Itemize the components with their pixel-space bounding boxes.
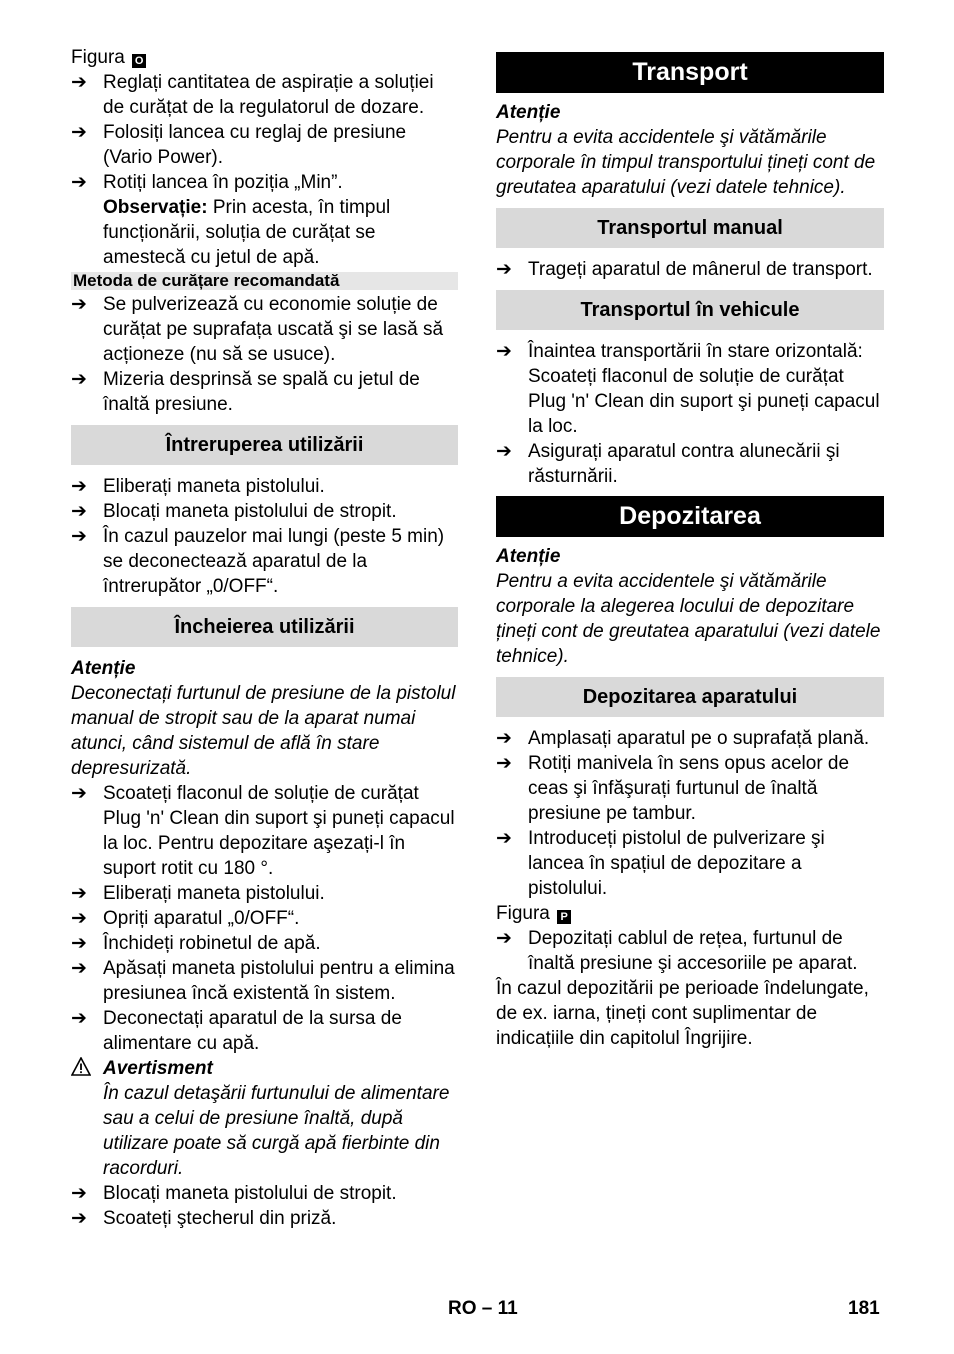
arrow-right-icon: ➔ [71,369,87,390]
section-heading-transport: Transport [496,52,884,93]
section-heading-transport-manual: Transportul manual [496,208,884,248]
list-item: ➔ Depozitați cablul de rețea, furtunul de înaltă presiune şi accesoriile pe aparat. [496,928,858,974]
list-item: ➔ Scoateți ştecherul din priză. [71,1208,337,1229]
figure-letter-p: P [557,910,571,924]
list-item: ➔ Introduceți pistolul de pulverizare şi lancea în spațiul de depozitare a pistolului. [496,828,825,899]
arrow-right-icon: ➔ [71,72,87,93]
list-item: ➔ Blocați maneta pistolului de stropit. [71,501,397,522]
list-item: ➔ Blocați maneta pistolului de stropit. [71,1183,397,1204]
attention-label: Atenție [496,546,561,567]
arrow-right-icon: ➔ [496,753,512,774]
attention-text: Pentru a evita accidentele şi vătămările corporale la alegerea locului de depozitare țineți cont de greutatea aparatului (vezi datele tehnice). [496,571,881,667]
list-item: ➔ Amplasați aparatul pe o suprafață plană. [496,728,870,749]
left-column [71,45,458,1231]
arrow-right-icon: ➔ [496,828,512,849]
note-label: Observație: [103,197,208,218]
list-item: ➔ Apăsați maneta pistolului pentru a elimina presiunea încă existentă în sistem. [71,958,455,1004]
arrow-right-icon: ➔ [71,526,87,547]
arrow-right-icon: ➔ [71,294,87,315]
section-heading-incheierea: Încheierea utilizării [71,607,458,647]
closing-paragraph: În cazul depozitării pe perioade îndelungate, de ex. iarna, țineți cont suplimentar de indicațiile din capitolul Îngrijire. [496,978,869,1049]
arrow-right-icon: ➔ [71,1208,87,1229]
list-item: ➔ Închideți robinetul de apă. [71,933,321,954]
figure-reference-o: Figura O [71,45,458,70]
list-item: ➔ Rotiți lancea în poziția „Min”. [71,172,343,193]
warning-text: În cazul detaşării furtunului de alimentare sau a celui de presiune înaltă, după utilizare poate să curgă apă fierbinte din racorduri. [103,1083,450,1179]
attention-text: Deconectați furtunul de presiune de la pistolul manual de stropit sau de la aparat numai atunci, când sistemul de află în stare depresurizată. [71,683,456,779]
arrow-right-icon: ➔ [71,908,87,929]
arrow-right-icon: ➔ [496,259,512,280]
list-item: ➔ Reglați cantitatea de aspirație a soluției de curățat de la regulatorul de dozare. [71,72,434,118]
arrow-right-icon: ➔ [71,1008,87,1029]
arrow-right-icon: ➔ [71,172,87,193]
arrow-right-icon: ➔ [71,783,87,804]
warning-block [71,1056,458,1181]
arrow-right-icon: ➔ [496,341,512,362]
arrow-right-icon: ➔ [71,933,87,954]
section-heading-depozitarea-aparatului: Depozitarea aparatului [496,677,884,717]
warning-label: Avertisment [103,1058,213,1079]
arrow-right-icon: ➔ [71,1183,87,1204]
note-text: Prin acesta, în timpul funcționării, soluția de curățat se amestecă cu jetul de apă. [103,197,391,268]
arrow-right-icon: ➔ [71,501,87,522]
list-item: ➔ Mizeria desprinsă se spală cu jetul de înaltă presiune. [71,369,420,415]
attention-label: Atenție [71,658,136,679]
section-heading-transport-vehicule: Transportul în vehicule [496,290,884,330]
list-item: ➔ Eliberați maneta pistolului. [71,476,325,497]
figure-letter-o: O [132,54,146,68]
list-item: ➔ Se pulverizează cu economie soluție de curățat pe suprafața uscată şi se lasă să acționeze (nu să se usuce). [71,294,444,365]
arrow-right-icon: ➔ [496,728,512,749]
attention-text: Pentru a evita accidentele şi vătămările corporale în timpul transportului țineți cont de greutatea aparatului (vezi datele tehnice). [496,127,876,198]
right-column [496,45,884,1051]
figure-reference-p: Figura P [496,901,884,926]
arrow-right-icon: ➔ [71,122,87,143]
list-item: ➔ Folosiți lancea cu reglaj de presiune (Vario Power). [71,122,407,168]
list-item: ➔ Eliberați maneta pistolului. [71,883,325,904]
warning-triangle-icon [71,1057,91,1076]
list-item: ➔ Scoateți flaconul de soluție de curățat Plug 'n' Clean din suport şi puneți capacul la loc. Pentru depozitare aşezați-l în suport rotit cu 180 °. [71,783,455,879]
list-item: ➔ Înaintea transportării în stare orizontală: Scoateți flaconul de soluție de curățat Plug 'n' Clean din suport şi puneți capacul la loc. [496,341,880,437]
section-heading-intreruperea: Întreruperea utilizării [71,425,458,465]
list-item: ➔ Rotiți manivela în sens opus acelor de ceas şi înfăşurați furtunul de înaltă presiune pe tambur. [496,753,850,824]
section-heading-depozitarea: Depozitarea [496,496,884,537]
list-item: ➔ Asigurați aparatul contra alunecării şi răsturnării. [496,441,840,487]
list-item: ➔ Trageți aparatul de mânerul de transport. [496,259,873,280]
list-item: ➔ În cazul pauzelor mai lungi (peste 5 min) se deconectează aparatul de la întrerupător „0/OFF“. [71,526,445,597]
list-item: ➔ Deconectați aparatul de la sursa de alimentare cu apă. [71,1008,402,1054]
arrow-right-icon: ➔ [71,883,87,904]
subheading-metoda: Metoda de curățare recomandată [71,272,458,290]
arrow-right-icon: ➔ [71,476,87,497]
arrow-right-icon: ➔ [496,441,512,462]
attention-label: Atenție [496,102,561,123]
list-item: ➔ Opriți aparatul „0/OFF“. [71,908,300,929]
arrow-right-icon: ➔ [496,928,512,949]
arrow-right-icon: ➔ [71,958,87,979]
footer-page-number: 181 [848,1298,880,1319]
note [71,195,458,270]
footer-section-label: RO – 11 [448,1298,518,1319]
